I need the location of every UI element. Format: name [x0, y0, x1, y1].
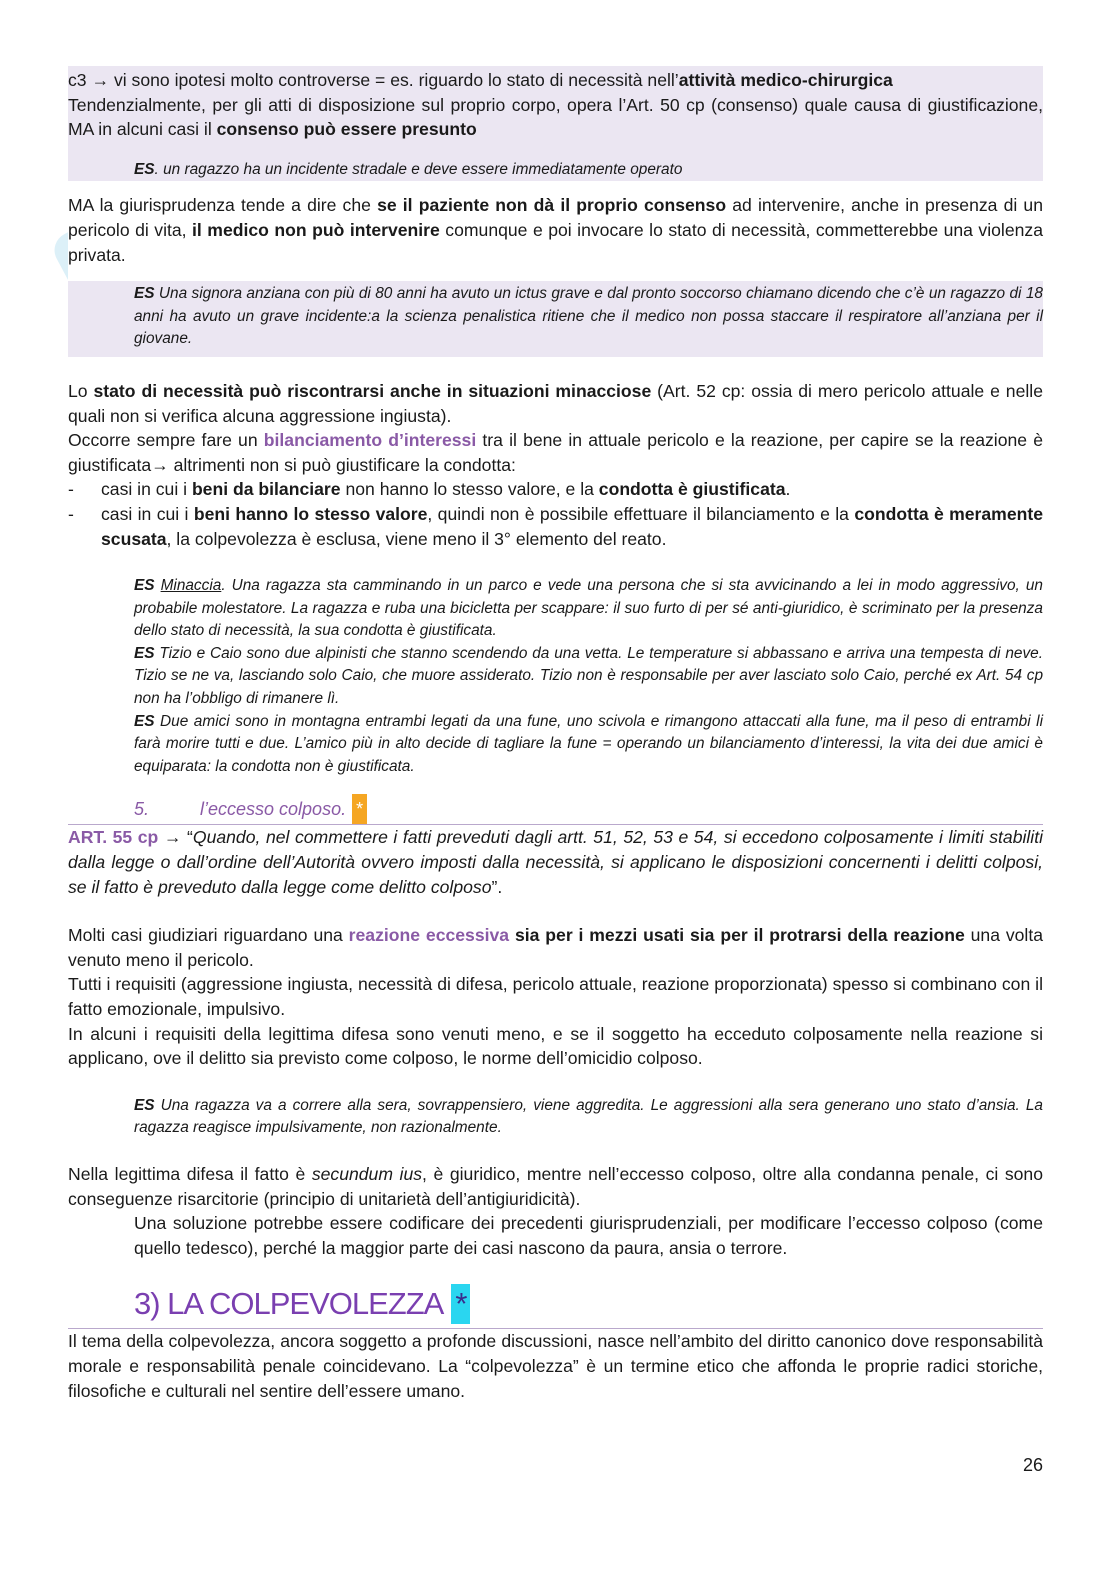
paragraph-legittima-difesa: Nella legittima difesa il fatto è secundum ius, è giuridico, mentre nell’eccesso colposo, oltre alla condanna penale, ci sono conseguenze risarcitorie (principio di unitarietà dell’antigiuridicità).: [68, 1163, 1043, 1209]
example-minaccia: ES Minaccia. Una ragazza sta camminando in un parco e vede una persona che si sta avvicinando a lei in modo aggressivo, un probabile molestatore. La ragazza e ruba una bicicletta per scappare: il suo furto di per sé anti-giuridico, è scriminato per la presenza dello stato di necessità, la sua condotta è giustificata. ES Tizio e Caio sono due alpinisti che stanno scendendo da una vetta. Le temperature si abbassano e arriva una tempesta di neve. Tizio se ne va, lasciando solo Caio, che muore assiderato. Tizio non è responsabile per aver lasciato solo Caio, perché ex Art. 54 cp non ha l’obbligo di rimanere lì. ES Due amici sono in montagna entrambi legati da una fune, uno scivola e rimangono attaccati alla fune, ma il peso di entrambi li farà morire tutti e due. L’amico più in alto decide di tagliare la fune = operando un bilanciamento d’interessi, la vita dei due amici è equiparata: la condotta non è giustificata.: [134, 577, 1043, 775]
section-heading-eccesso: 5. l’eccesso colposo. *: [68, 794, 1043, 825]
example-ragazza-corsa: ES Una ragazza va a correre alla sera, sovrappensiero, viene aggredita. Le aggressioni alla sera generano uno stato d’ansia. La ragazza reagisce impulsivamente, non razionalmente.: [134, 1096, 1043, 1137]
list-item: - casi in cui i beni da bilanciare non hanno lo stesso valore, e la condotta è giustificata.: [68, 479, 791, 500]
minaccia-link: Minaccia: [160, 577, 222, 595]
paragraph-soluzione: Una soluzione potrebbe essere codificare dei precedenti giurisprudenziali, per modificare l’eccesso colposo (come quello tedesco), perché la maggior parte dei casi nascono da paura, ansia o terrore.: [134, 1213, 1043, 1258]
paragraph-c3: c3 → vi sono ipotesi molto controverse = es. riguardo lo stato di necessità nell’attività medico-chirurgica Tendenzialmente, per gli atti di disposizione sul proprio corpo, opera l’Art. 50 cp (consenso) quale causa di giustificazione, MA in alcuni casi il consenso può essere presunto: [68, 70, 1043, 140]
list-item: - casi in cui i beni hanno lo stesso valore, quindi non è possibile effettuare il bilanciamento e la condotta è meramente scusata, la colpevolezza è esclusa, viene meno il 3° elemento del reato.: [68, 503, 1044, 549]
example-signora: ES Una signora anziana con più di 80 anni ha avuto un ictus grave e dal pronto soccorso chiamano dicendo che c’è un ragazzo di 18 anni ha avuto un grave incidente:a la scienza penalistica ritiene che il medico non possa staccare il respiratore all’anziana per il giovane.: [134, 285, 1043, 348]
paragraph-tema-colpevolezza: Il tema della colpevolezza, ancora soggetto a profonde discussioni, nasce nell’ambito del diritto canonico dove responsabilità morale e responsabilità penale coincidevano. La “colpevolezza” è un termine etico che affonda le proprie radici storiche, filosofiche e culturali nel sentire dell’essere umano.: [68, 1331, 1043, 1401]
paragraph-molti-casi: Molti casi giudiziari riguardano una reazione eccessiva sia per i mezzi usati sia per il protrarsi della reazione una volta venuto meno il pericolo.: [68, 925, 1044, 970]
section-heading-colpevolezza: [68, 1284, 1043, 1329]
page-number: 26: [1022, 1455, 1043, 1475]
paragraph-alcuni: In alcuni i requisiti della legittima difesa sono venuti meno, e se il soggetto ha ecceduto colposamente nella reazione si applicano, ove il delitto sia previsto come colposo, le norme dell’omicidio colposo.: [68, 1023, 1043, 1069]
article-55-quote: ART. 55 cp → “Quando, nel commettere i fatti preveduti dagli artt. 51, 52, 53 e 54, si eccedono colposamente i limiti stabiliti dalla legge o dall’ordine dell’Autorità ovvero imposti dalla necessità, si applicano le disposizioni concernenti i delitti colposi, se il fatto è preveduto dalla legge come delitto colposo”.: [68, 827, 1044, 897]
shaded-block: [68, 66, 1043, 357]
paragraph-bilanciamento: Occorre sempre fare un bilanciamento d’interessi tra il bene in attuale pericolo e la reazione, per capire se la reazione è giustificata→ altrimenti non si può giustificare la condotta:: [68, 430, 1044, 475]
star-marker: *: [352, 794, 367, 824]
document-page: [68, 66, 1043, 1403]
star-marker: *: [451, 1284, 470, 1324]
conditions-list: [68, 477, 1043, 551]
heading-title: 3) LA COLPEVOLEZZA: [134, 1286, 444, 1322]
paragraph-stato-necessita: Lo stato di necessità può riscontrarsi anche in situazioni minacciose (Art. 52 cp: ossia di mero pericolo attuale e nelle quali non si verifica alcuna aggressione ingiusta).: [68, 380, 1043, 426]
paragraph-tutti-requisiti: Tutti i requisiti (aggressione ingiusta, necessità di difesa, pericolo attuale, reazione proporzionata) spesso si combinano con il fatto emozionale, impulsivo.: [68, 974, 1043, 1019]
example-incidente: ES. un ragazzo ha un incidente stradale e deve essere immediatamente operato: [134, 160, 683, 178]
paragraph-ma: MA la giurisprudenza tende a dire che se il paziente non dà il proprio consenso ad intervenire, anche in presenza di un pericolo di vita, il medico non può intervenire comunque e poi invocare lo stato di necessità, commetterebbe una violenza privata.: [68, 195, 1043, 265]
